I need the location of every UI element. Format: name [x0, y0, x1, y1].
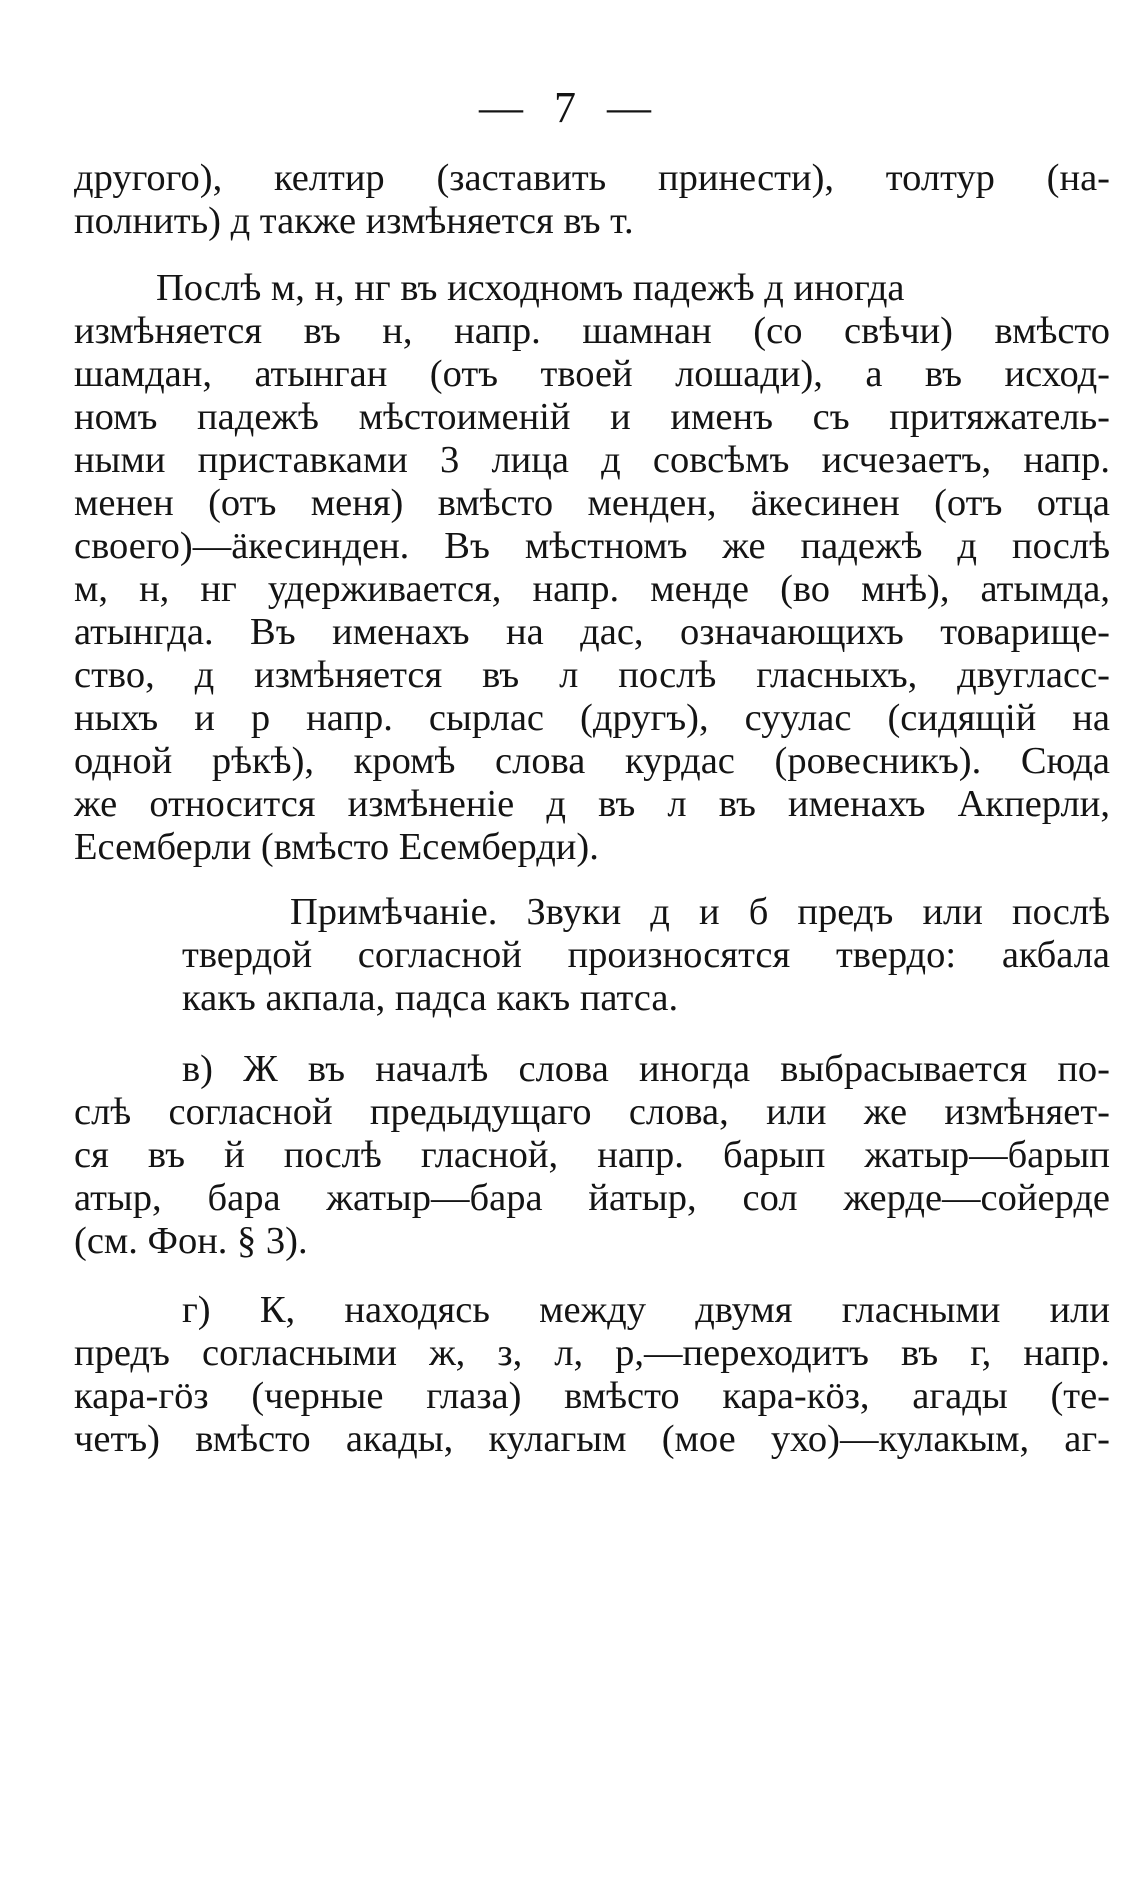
text-line: Есемберли (вмѣсто Есемберди).	[74, 826, 599, 868]
text-line: одной рѣкѣ), кромѣ слова курдас (ровесникъ). Сюда	[74, 740, 1110, 782]
text-line: атыр, бара жатыр—бара йатыр, сол жерде—сойерде	[74, 1177, 1110, 1219]
text-line: ся въ й послѣ гласной, напр. барып жатыр—барып	[74, 1134, 1110, 1176]
text-line: атынгда. Въ именахъ на дас, означающихъ товарище-	[74, 611, 1110, 653]
text-line: м, н, нг удерживается, напр. менде (во мнѣ), атымда,	[74, 568, 1110, 610]
text-line: шамдан, атынган (отъ твоей лошади), а въ исход-	[74, 353, 1110, 395]
text-line: измѣняется въ н, напр. шамнан (со свѣчи) вмѣсто	[74, 310, 1110, 352]
text-line: в) Ж въ началѣ слова иногда выбрасывается по-	[182, 1048, 1110, 1090]
text-line: четъ) вмѣсто акады, кулагым (мое ухо)—кулакым, аг-	[74, 1418, 1110, 1460]
text-line: кара-гöз (черные глаза) вмѣсто кара-кöз, агады (те-	[74, 1375, 1110, 1417]
text-line: слѣ согласной предыдущаго слова, или же измѣняет-	[74, 1091, 1110, 1133]
text-line: ныхъ и р напр. сырлас (другъ), суулас (сидящій на	[74, 697, 1110, 739]
text-line: другого), келтир (заставить принести), толтур (на-	[74, 157, 1110, 199]
note-line: твердой согласной произносятся твердо: акбала	[182, 934, 1110, 976]
note-line: какъ акпала, падса какъ патса.	[182, 977, 679, 1019]
text-line: своего)—äкесинден. Въ мѣстномъ же падежѣ д послѣ	[74, 525, 1110, 567]
text-line: номъ падежѣ мѣстоименій и именъ съ притяжатель-	[74, 396, 1110, 438]
text-line: ство, д измѣняется въ л послѣ гласныхъ, двугласс-	[74, 654, 1110, 696]
text-line: ными приставками 3 лица д совсѣмъ исчезаетъ, напр.	[74, 439, 1110, 481]
text-line: же относится измѣненіе д въ л въ именахъ Акперли,	[74, 783, 1110, 825]
text-line: Послѣ м, н, нг въ исходномъ падежѣ д иногда	[156, 267, 905, 309]
text-line: (см. Фон. § 3).	[74, 1220, 308, 1262]
note-line: Примѣчаніе. Звуки д и б предъ или послѣ	[290, 891, 1110, 933]
page-number: — 7 —	[479, 83, 661, 132]
text-line: предъ согласными ж, з, л, р,—переходитъ въ г, напр.	[74, 1332, 1110, 1374]
text-line: г) К, находясь между двумя гласными или	[182, 1289, 1110, 1331]
text-line: полнить) д также измѣняется въ т.	[74, 200, 634, 242]
text-line: менен (отъ меня) вмѣсто менден, äкесинен (отъ отца	[74, 482, 1110, 524]
